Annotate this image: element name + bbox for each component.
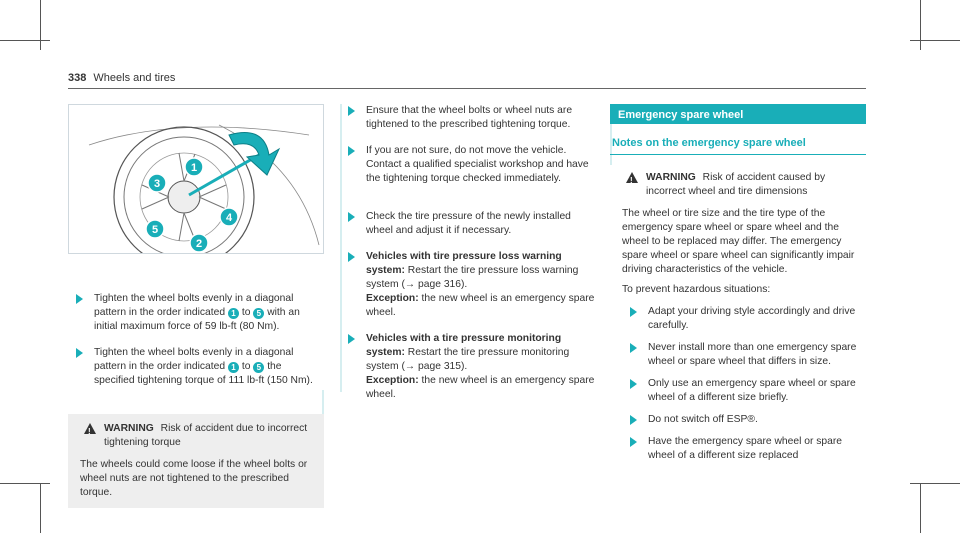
wheel-illustration (68, 104, 324, 254)
figure-label: 1 (190, 162, 198, 174)
figure-label: 2 (195, 238, 203, 250)
arrow-icon (630, 307, 637, 317)
warning-icon (84, 423, 96, 434)
arrow-icon (348, 106, 355, 116)
figure-label: 3 (153, 178, 161, 190)
list-item: Adapt your driving style accordingly and drive carefully. (622, 305, 858, 333)
figure-label: 5 (151, 224, 159, 236)
number-badge: 5 (253, 362, 264, 373)
arrow-icon (348, 334, 355, 344)
warning-box (68, 414, 324, 508)
crop-mark (0, 483, 50, 484)
crop-mark (920, 483, 921, 533)
column-middle (340, 104, 596, 402)
arrow-icon (348, 146, 355, 156)
arrow-icon (630, 379, 637, 389)
arrow-icon (76, 294, 83, 304)
list-item: Do not switch off ESP®. (622, 413, 858, 427)
instruction-step: Check the tire pressure of the newly installed wheel and adjust it if necessary. (340, 210, 596, 238)
list-item: Have the emergency spare wheel or spare wheel of a different size replaced (622, 435, 858, 463)
list-item: Never install more than one emergency spare wheel or spare wheel that differs in size. (622, 341, 858, 369)
warning-text: The wheel or tire size and the tire type of the emergency spare wheel or spare wheel and the wheel to be replaced may differ. The emergency spare wheel or spare wheel can significantly impair driving characteristics of the vehicle. (622, 208, 855, 275)
number-badge: 5 (253, 308, 264, 319)
warning-icon (626, 172, 638, 183)
figure-label: 4 (225, 212, 233, 224)
instruction-step: Ensure that the wheel bolts or wheel nuts are tightened to the prescribed tightening torque. (340, 104, 596, 132)
crop-mark (0, 40, 50, 41)
wheel-drawing (69, 105, 324, 254)
crop-mark (40, 483, 41, 533)
warning-heading: ! WARNING Risk of accident due to incorrect tightening torque (80, 422, 316, 450)
number-badge: 1 (228, 362, 239, 373)
instruction-step: Vehicles with a tire pressure monitoring system: Restart the tire pressure monitoring system (→ page 315). Exception: the new wheel is an emergency spare wheel. (340, 332, 596, 402)
column-right (610, 104, 866, 463)
page-title: Wheels and tires (93, 72, 176, 84)
arrow-icon (348, 252, 355, 262)
arrow-icon (348, 212, 355, 222)
crop-mark (910, 483, 960, 484)
instruction-step: Vehicles with tire pressure loss warning system: Restart the tire pressure loss warning system (→ page 316). Exception: the new wheel is an emergency spare wheel. (340, 250, 596, 320)
crop-mark (40, 0, 41, 50)
warning-box (610, 165, 866, 463)
arrow-icon (630, 437, 637, 447)
crop-mark (910, 40, 960, 41)
list-item: Only use an emergency spare wheel or spare wheel of a different size briefly. (622, 377, 858, 405)
arrow-icon (630, 343, 637, 353)
instruction-step: Tighten the wheel bolts evenly in a diagonal pattern in the order indicated 1 to 5 the specified tightening torque of 111 lb-ft (150 Nm). (68, 346, 324, 388)
warning-text: The wheels could come loose if the wheel bolts or wheel nuts are not tightened to the prescribed torque. (80, 459, 308, 498)
instruction-step: Tighten the wheel bolts evenly in a diagonal pattern in the order indicated 1 to 5 with an initial maximum force of 59 lb-ft (80 Nm). (68, 292, 324, 334)
number-badge: 1 (228, 308, 239, 319)
warning-text: To prevent hazardous situations: (622, 284, 771, 295)
header-rule (68, 88, 866, 89)
subheading: Notes on the emergency spare wheel (610, 136, 866, 155)
section-title: Emergency spare wheel (610, 104, 866, 124)
page-number: 338 (68, 72, 87, 84)
column-left (68, 104, 324, 508)
instruction-step: If you are not sure, do not move the vehicle. Contact a qualified specialist workshop and have the tightening torque checked immediately. (340, 144, 596, 186)
arrow-icon (76, 348, 83, 358)
arrow-icon (630, 415, 637, 425)
warning-heading: ! WARNING Risk of accident caused by incorrect wheel and tire dimensions (622, 171, 858, 199)
page-header (68, 72, 175, 84)
crop-mark (920, 0, 921, 50)
